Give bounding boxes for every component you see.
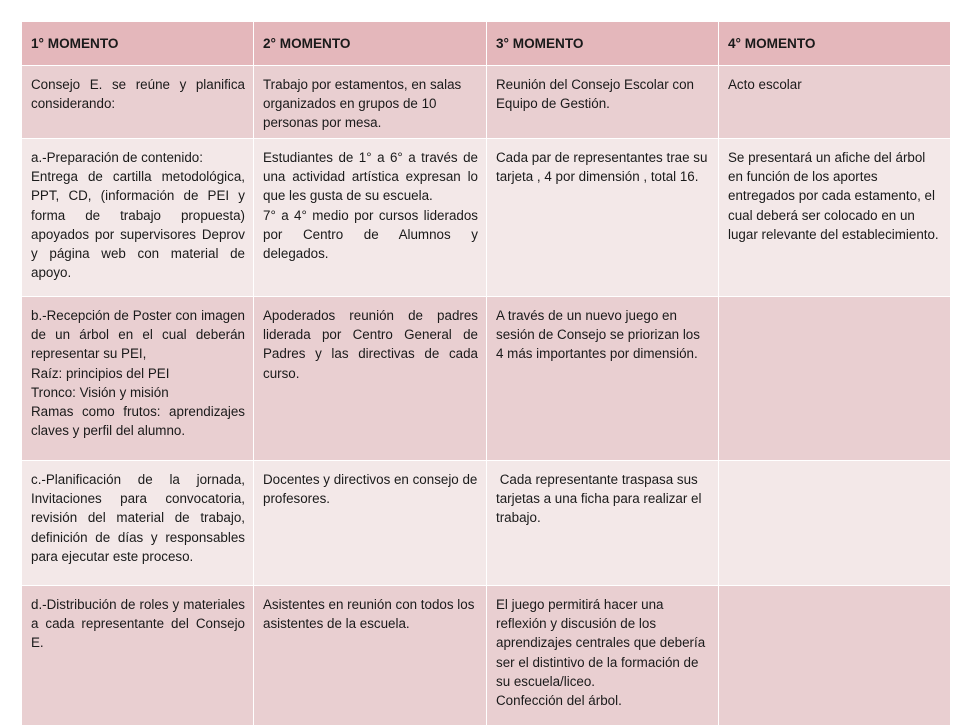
cell-text: Entrega de cartilla metodológica, PPT, CD, (información de PEI y forma de trabajo propuesta) apoyados por supervisores Deprov y página web con material de apoyo. — [31, 169, 245, 280]
table-cell — [22, 66, 254, 139]
table-cell — [22, 297, 254, 461]
cell-text: d.-Distribución de roles y materiales a cada representante del Consejo E. — [31, 597, 245, 651]
cell-text: b.-Recepción de Poster con imagen de un árbol en el cual deberán representar su PEI, — [31, 308, 245, 362]
cell-text: Cada par de representantes trae su tarjeta , 4 por dimensión , total 16. — [496, 150, 708, 185]
table-cell — [487, 66, 719, 139]
cell-text: Se presentará un afiche del árbol en función de los aportes entregados por cada estamento, el cual deberá ser colocado en un lugar relevante del establecimiento. — [728, 150, 939, 242]
cell-text: Cada representante traspasa sus tarjetas a una ficha para realizar el trabajo. — [496, 472, 706, 526]
table-cell — [487, 461, 719, 586]
cell-text: Asistentes en reunión con todos los asistentes de la escuela. — [263, 597, 475, 632]
table-cell — [719, 66, 951, 139]
table-cell — [487, 139, 719, 297]
cell-text: 7° a 4° medio por cursos liderados por Centro de Alumnos y delegados. — [263, 207, 478, 261]
table-cell — [254, 139, 487, 297]
cell-text: El juego permitirá hacer una reflexión y discusión de los aprendizajes centrales que debería ser el distintivo de la formación de su escuela/liceo. — [496, 597, 706, 689]
header-cell-momento-2: 2° MOMENTO — [254, 22, 487, 66]
table-cell — [719, 461, 951, 586]
cell-text: Tronco: Visión y misión — [31, 384, 169, 400]
table-cell — [254, 586, 487, 726]
cell-text: Trabajo por estamentos, en salas organizados en grupos de 10 personas por mesa. — [263, 77, 462, 131]
table-cell — [254, 66, 487, 139]
cell-text: Consejo E. se reúne y planifica considerando: — [31, 77, 245, 112]
cell-text: Confección del árbol. — [496, 692, 622, 708]
cell-text: Apoderados reunión de padres liderada por Centro General de Padres y las directivas de cada curso. — [263, 308, 478, 381]
table-row — [22, 586, 951, 726]
table-cell — [719, 297, 951, 461]
cell-text: c.-Planificación de la jornada, Invitaciones para convocatoria, revisión del material de trabajo, definición de días y responsables para ejecutar este proceso. — [31, 472, 245, 564]
table-row — [22, 461, 951, 586]
cell-text: A través de un nuevo juego en sesión de Consejo se priorizan los 4 más importantes por dimensión. — [496, 308, 700, 362]
table-cell — [719, 139, 951, 297]
table-cell — [719, 586, 951, 726]
cell-text: Docentes y directivos en consejo de profesores. — [263, 472, 478, 507]
table-cell — [22, 139, 254, 297]
table-cell — [487, 297, 719, 461]
table-header-row — [22, 22, 951, 66]
header-cell-momento-1: 1° MOMENTO — [22, 22, 254, 66]
cell-text: Ramas como frutos: aprendizajes claves y perfil del alumno. — [31, 403, 245, 438]
table-row — [22, 66, 951, 139]
document-area — [21, 21, 951, 726]
table-cell — [254, 297, 487, 461]
cell-text: Reunión del Consejo Escolar con Equipo de Gestión. — [496, 77, 695, 112]
table-row — [22, 139, 951, 297]
header-cell-momento-3: 3° MOMENTO — [487, 22, 719, 66]
header-cell-momento-4: 4° MOMENTO — [719, 22, 951, 66]
table-cell — [22, 586, 254, 726]
cell-text: Estudiantes de 1° a 6° a través de una actividad artística expresan lo que les gusta de su escuela. — [263, 150, 478, 204]
cell-text: Raíz: principios del PEI — [31, 365, 170, 381]
cell-text: a.-Preparación de contenido: — [31, 150, 203, 166]
momentos-table — [21, 21, 951, 726]
table-cell — [487, 586, 719, 726]
table-cell — [22, 461, 254, 586]
table-row — [22, 297, 951, 461]
cell-text: Acto escolar — [728, 77, 802, 92]
table-cell — [254, 461, 487, 586]
